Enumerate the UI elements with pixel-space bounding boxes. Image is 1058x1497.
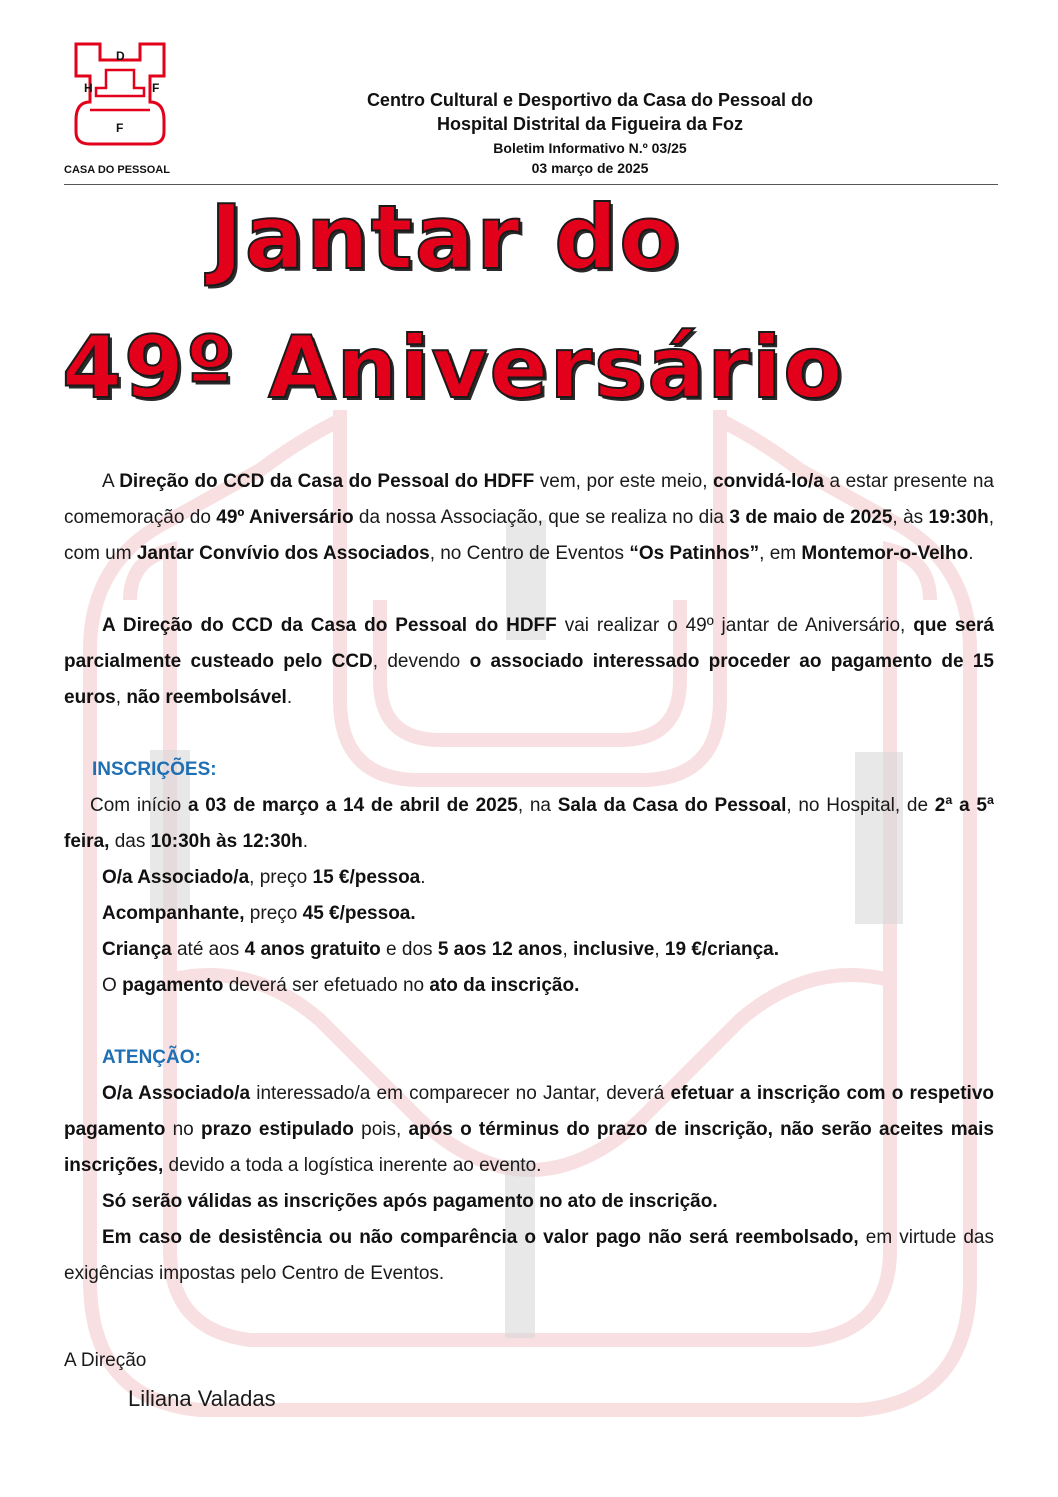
price-associate: O/a Associado/a, preço 15 €/pessoa. [102, 867, 426, 888]
bulletin-date: 03 março de 2025 [531, 160, 649, 176]
price-child: Criança até aos 4 anos gratuito e dos 5 aos 12 anos, inclusive, 19 €/criança. [102, 939, 779, 960]
logo-letter-f2: F [116, 121, 124, 135]
price-companion: Acompanhante, preço 45 €/pessoa. [102, 903, 416, 924]
document-body [64, 464, 994, 1292]
logo-caption: CASA DO PESSOAL [64, 164, 170, 176]
attention-paragraph-2: Só serão válidas as inscrições após pagamento no ato de inscrição. [102, 1191, 718, 1212]
title-line2: 49º Aniversário [62, 318, 845, 418]
cost-paragraph: A Direção do CCD da Casa do Pessoal do HDFF vai realizar o 49º jantar de Aniversário, que será parcialmente custeado pelo CCD, devendo o associado interessado proceder ao pagamento de 15 euros, não reembolsável. [64, 615, 995, 708]
title-line1: Jantar do [210, 186, 682, 289]
org-name-line2: Hospital Distrital da Figueira da Foz [436, 114, 744, 134]
hdff-logo [66, 40, 174, 148]
logo-letter-f1: F [152, 81, 160, 95]
bulletin-number: Boletim Informativo N.º 03/25 [493, 140, 687, 156]
payment-note: O pagamento deverá ser efetuado no ato da inscrição. [102, 975, 580, 996]
header-divider [64, 184, 998, 185]
signoff: A Direção [64, 1350, 147, 1371]
org-name-line1: Centro Cultural e Desportivo da Casa do Pessoal do [366, 90, 814, 110]
registrations-period: Com início a 03 de março a 14 de abril de 2025, na Sala da Casa do Pessoal, no Hospital, de 2ª a 5ª feira, das 10:30h às 12:30h. [64, 795, 994, 852]
attention-heading: ATENÇÃO: [102, 1047, 201, 1068]
attention-paragraph-3: Em caso de desistência ou não comparência o valor pago não será reembolsado, em virtude das exigências impostas pelo Centro de Eventos. [64, 1227, 994, 1284]
logo-letter-d: D [116, 49, 125, 63]
registrations-heading: INSCRIÇÕES: [92, 759, 217, 780]
invitation-paragraph: A Direção do CCD da Casa do Pessoal do HDFF vem, por este meio, convidá-lo/a a estar presente na comemoração do 49º Aniversário da nossa Associação, que se realiza no dia 3 de maio de 2025, às 19:30h, com um Jantar Convívio dos Associados, no Centro de Eventos “Os Patinhos”, em Montemor-o-Velho. [64, 471, 995, 564]
attention-paragraph-1: O/a Associado/a interessado/a em comparecer no Jantar, deverá efetuar a inscrição com o respetivo pagamento no prazo estipulado pois, após o términus do prazo de inscrição, não serão aceites mais inscrições, devido a toda a logística inerente ao evento. [64, 1083, 994, 1176]
signer-name: Liliana Valadas [128, 1386, 276, 1411]
logo-letter-h: H [84, 81, 93, 95]
